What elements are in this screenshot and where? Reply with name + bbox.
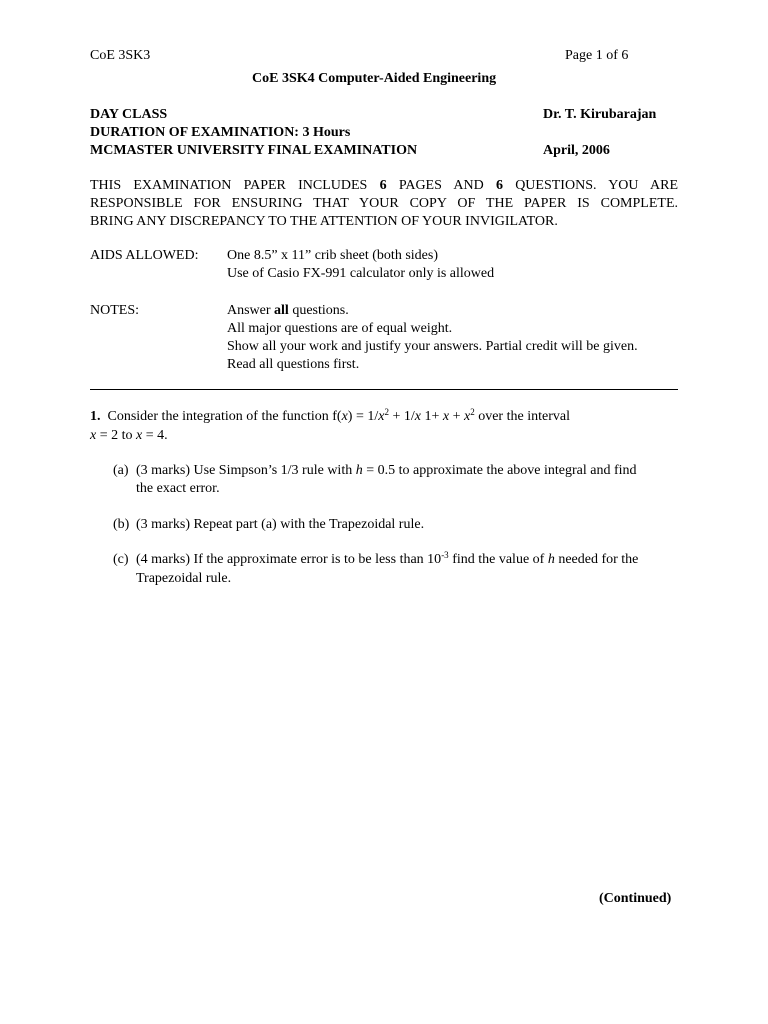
notes-line: Read all questions first. <box>227 357 360 372</box>
notes-label: NOTES: <box>90 303 139 318</box>
aids-item: Use of Casio FX-991 calculator only is allowed <box>227 266 495 281</box>
class-type: DAY CLASS <box>90 107 168 122</box>
part-a-label: (a) <box>113 463 129 478</box>
instructor-name: Dr. T. Kirubarajan <box>543 107 657 122</box>
exam-notice <box>90 177 678 231</box>
section-divider <box>90 389 678 390</box>
part-b-text: (3 marks) Repeat part (a) with the Trapezoidal rule. <box>136 517 425 532</box>
notice-line-2: RESPONSIBLE FOR ENSURING THAT YOUR COPY OF THE PAPER IS COMPLETE. <box>90 196 678 211</box>
part-c-line-1: (4 marks) If the approximate error is to be less than $10^{-3}$ find the value of h needed for the <box>136 550 639 567</box>
part-b-label: (b) <box>113 517 130 532</box>
aids-label: AIDS ALLOWED: <box>90 248 199 263</box>
course-code: CoE 3SK3 <box>90 48 151 63</box>
continued-label: (Continued) <box>599 891 672 906</box>
question-1-intro: 1. Consider the integration of the function $f(x) = 1/x^2 + 1/x$ $1+ x + x^2$ over the interval <box>90 407 570 424</box>
notice-line-1: THIS EXAMINATION PAPER INCLUDES 6 PAGES AND 6 QUESTIONS. YOU ARE <box>90 178 679 193</box>
question-number: 1. <box>90 409 101 424</box>
part-c-label: (c) <box>113 552 129 567</box>
aids-item: One 8.5” x 11” crib sheet (both sides) <box>227 248 438 263</box>
institution-exam: MCMASTER UNIVERSITY FINAL EXAMINATION <box>90 143 418 158</box>
notes-line: Answer all questions. <box>227 303 349 318</box>
notice-line-3: BRING ANY DISCREPANCY TO THE ATTENTION OF YOUR INVIGILATOR. <box>90 214 558 229</box>
notes-line: All major questions are of equal weight. <box>227 321 453 336</box>
question-count: 6 <box>495 178 503 193</box>
page-count: 6 <box>379 178 387 193</box>
part-a-line-1: (3 marks) Use Simpson’s 1/3 rule with h = 0.5 to approximate the above integral and find <box>136 463 637 478</box>
notes-line: Show all your work and justify your answers. Partial credit will be given. <box>227 339 638 354</box>
exam-title: CoE 3SK4 Computer-Aided Engineering <box>252 71 497 86</box>
part-c-line-2: Trapezoidal rule. <box>136 571 232 586</box>
question-1-interval: x = 2 to x = 4. <box>90 428 168 443</box>
page-number: Page 1 of 6 <box>565 48 629 63</box>
exam-duration: DURATION OF EXAMINATION: 3 Hours <box>90 125 351 140</box>
part-a-line-2: the exact error. <box>136 481 220 496</box>
exam-date: April, 2006 <box>543 143 610 158</box>
